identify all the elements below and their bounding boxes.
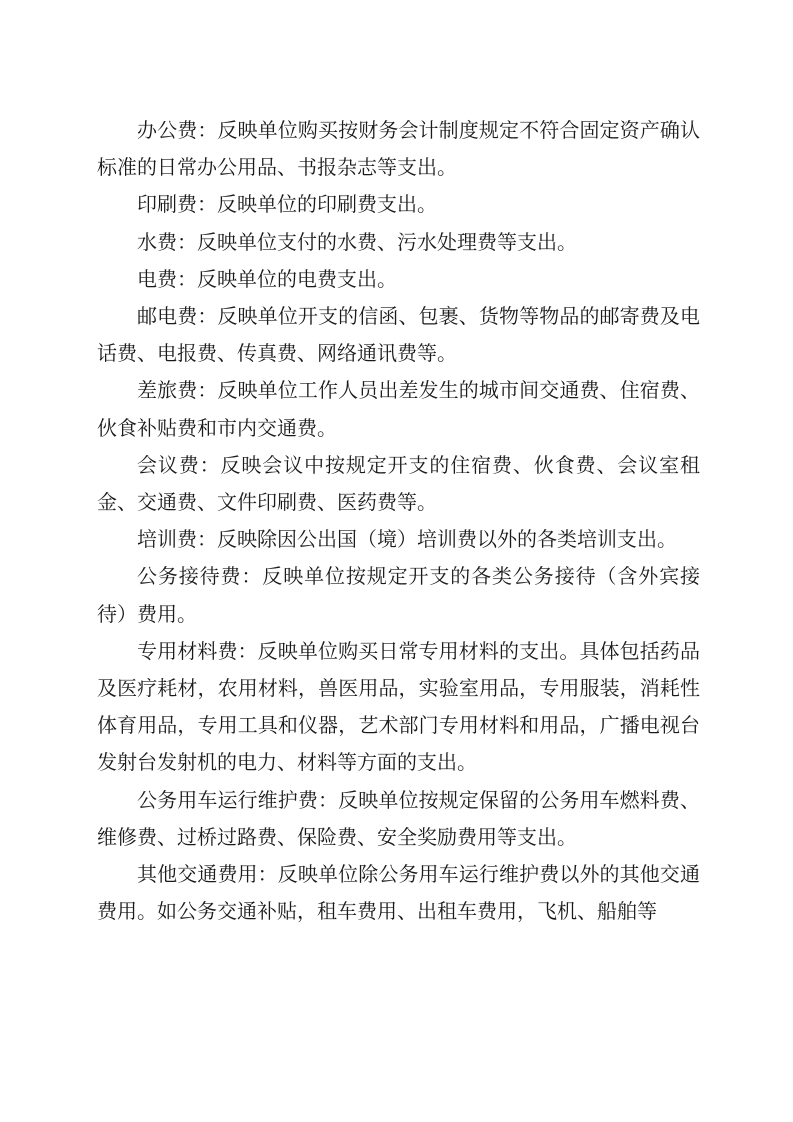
paragraph-postal-telecom-expense: 邮电费：反映单位开支的信函、包裹、货物等物品的邮寄费及电话费、电报费、传真费、网络通讯费等。 <box>97 304 700 366</box>
paragraph-travel-expense: 差旅费：反映单位工作人员出差发生的城市间交通费、住宿费、伙食补贴费和市内交通费。 <box>97 378 700 440</box>
paragraph-other-transport-expense: 其他交通费用：反映单位除公务用车运行维护费以外的其他交通费用。如公务交通补贴，租车费用、出租车费用，飞机、船舶等 <box>97 862 700 924</box>
paragraph-meeting-expense: 会议费：反映会议中按规定开支的住宿费、伙食费、会议室租金、交通费、文件印刷费、医药费等。 <box>97 452 700 515</box>
paragraph-electricity-expense: 电费：反映单位的电费支出。 <box>137 266 397 291</box>
paragraph-official-vehicle-expense: 公务用车运行维护费：反映单位按规定保留的公务用车燃料费、维修费、过桥过路费、保险费、安全奖励费用等支出。 <box>97 787 700 849</box>
paragraph-printing-expense: 印刷费：反映单位的印刷费支出。 <box>137 192 437 217</box>
paragraph-water-expense: 水费：反映单位支付的水费、污水处理费等支出。 <box>137 229 577 254</box>
document-body <box>97 112 700 930</box>
paragraph-training-expense: 培训费：反映除因公出国（境）培训费以外的各类培训支出。 <box>137 527 677 552</box>
paragraph-reception-expense: 公务接待费：反映单位按规定开支的各类公务接待（含外宾接待）费用。 <box>97 564 700 626</box>
paragraph-office-expense: 办公费：反映单位购买按财务会计制度规定不符合固定资产确认标准的日常办公用品、书报杂志等支出。 <box>97 118 700 180</box>
paragraph-special-materials-expense: 专用材料费：反映单位购买日常专用材料的支出。具体包括药品及医疗耗材，农用材料，兽医用品，实验室用品，专用服装，消耗性体育用品，专用工具和仪器，艺术部门专用材料和用品，广播电视台发射台发射机的电力、材料等方面的支出。 <box>97 638 700 775</box>
